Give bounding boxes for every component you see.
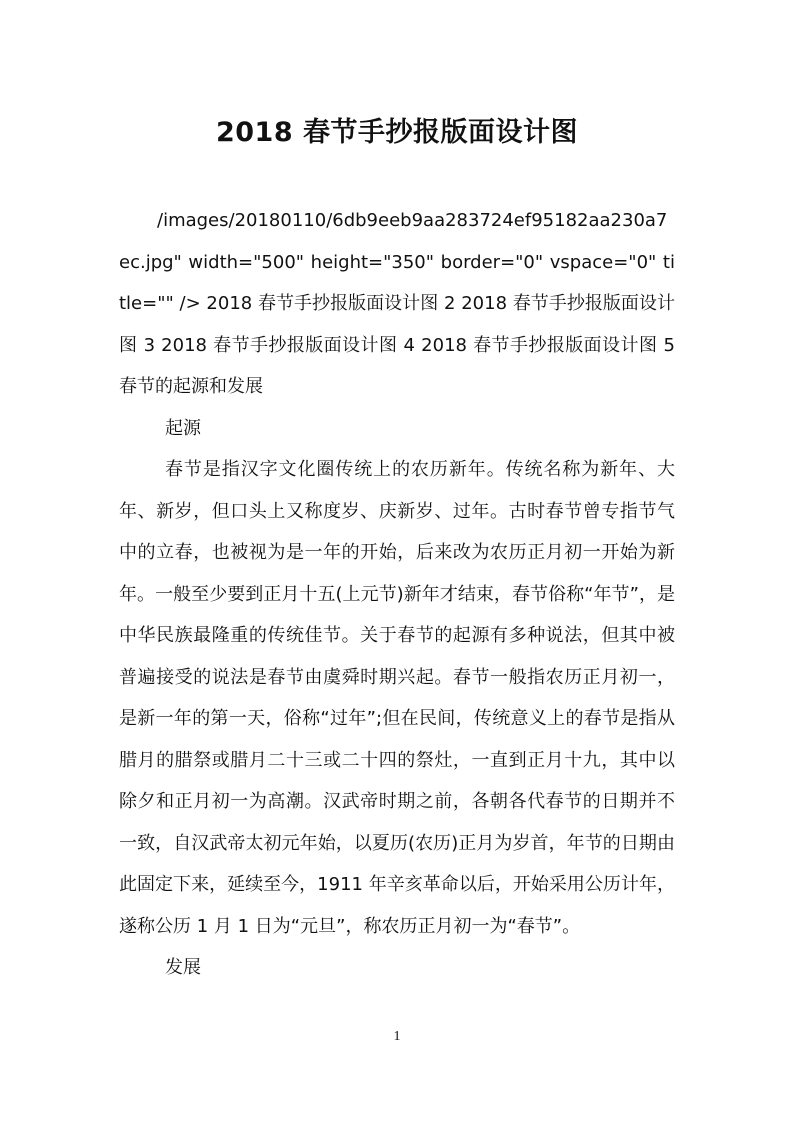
origin-paragraph: 春节是指汉字文化圈传统上的农历新年。传统名称为新年、大年、新岁，但口头上又称度岁、庆新岁、过年。古时春节曾专指节气中的立春，也被视为是一年的开始，后来改为农历正月初一开始为新年。一般至少要到正月十五(上元节)新年才结束，春节俗称“年节”，是中华民族最隆重的传统佳节。关于春节的起源有多种说法，但其中被普遍接受的说法是春节由虞舜时期兴起。春节一般指农历正月初一，是新一年的第一天，俗称“过年”;但在民间，传统意义上的春节是指从腊月的腊祭或腊月二十三或二十四的祭灶，一直到正月十九，其中以除夕和正月初一为高潮。汉武帝时期之前，各朝各代春节的日期并不一致，自汉武帝太初元年始，以夏历(农历)正月为岁首，年节的日期由此固定下来，延续至今，1911 年辛亥革命以后，开始采用公历计年，遂称公历 1 月 1 日为“元旦”，称农历正月初一为“春节”。 — [119, 459, 675, 937]
intro-paragraph: /images/20180110/6db9eeb9aa283724ef95182aa230a7ec.jpg" width="500" height="350" border="0" vspace="0" title="" /> 2018 春节手抄报版面设计图 2 2018 春节手抄报版面设计图 3 2018 春节手抄报版面设计图 4 2018 春节手抄报版面设计图 5 春节的起源和发展 — [119, 210, 675, 397]
document-body — [119, 200, 675, 989]
document-title: 2018 春节手抄报版面设计图 — [215, 117, 579, 148]
origin-heading: 起源 — [165, 417, 201, 439]
development-heading: 发展 — [165, 957, 201, 978]
page-number: 1 — [393, 1029, 401, 1044]
